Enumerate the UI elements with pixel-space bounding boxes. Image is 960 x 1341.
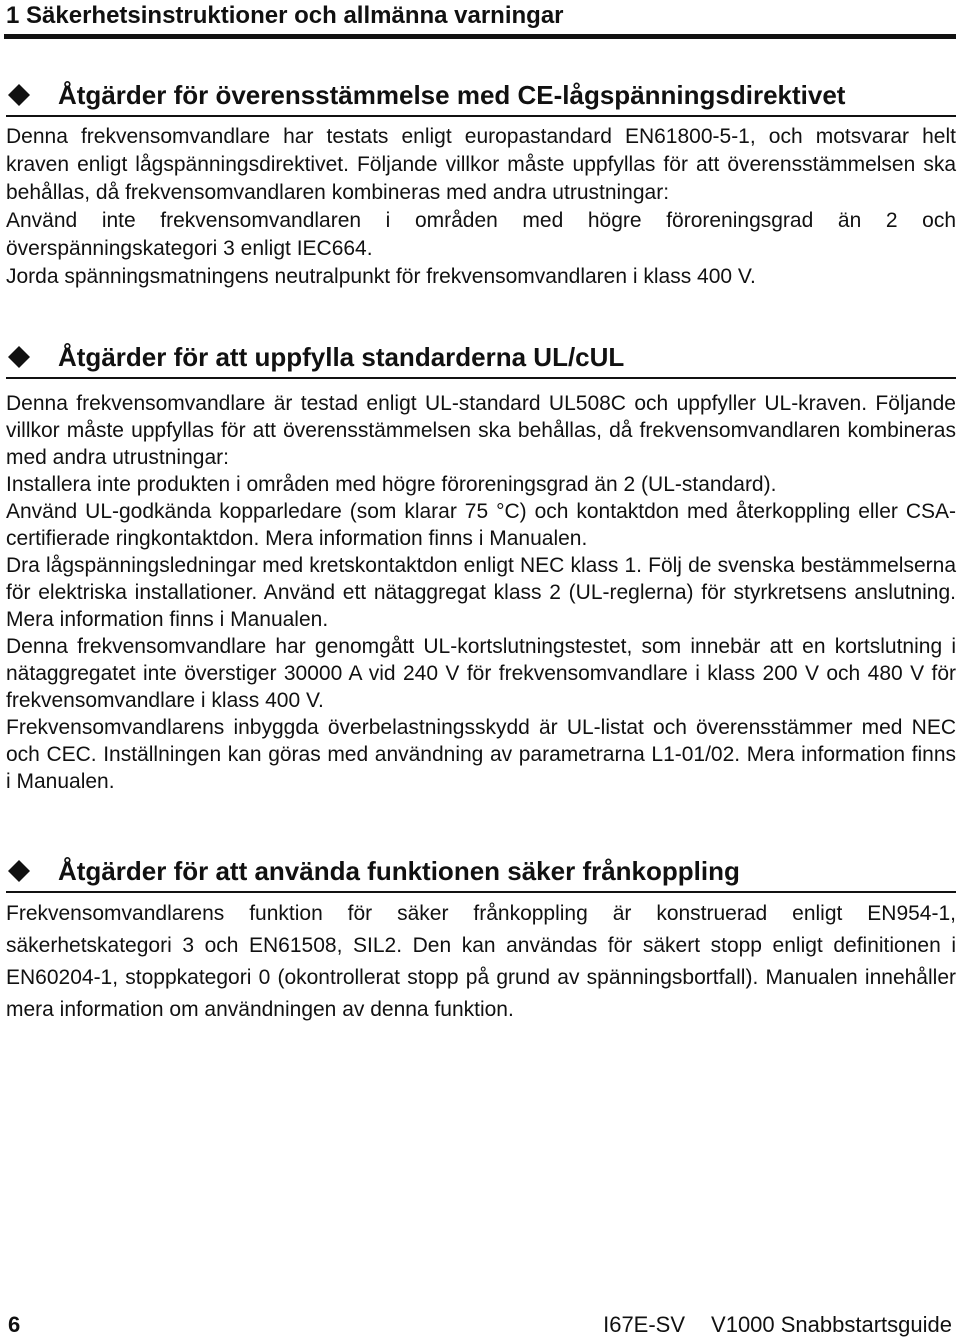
paragraph: Installera inte produkten i områden med högre föroreningsgrad än 2 (UL-standard). bbox=[6, 473, 777, 496]
page-number: 6 bbox=[8, 1312, 21, 1337]
paragraph: Frekvensomvandlarens inbyggda överbelastningsskydd är UL-listat och överensstämmer med NEC och CEC. Inställningen kan göras med användning av parametrarna L1-01/02. Mera information finns i Manualen. bbox=[6, 716, 956, 793]
chapter-title: 1 Säkerhetsinstruktioner och allmänna varningar bbox=[6, 2, 564, 29]
footer-document-info bbox=[603, 1310, 952, 1340]
paragraph: Använd inte frekvensomvandlaren i områden med högre föroreningsgrad än 2 och överspänningskategori 3 enligt IEC664. bbox=[6, 209, 956, 260]
section-ul-cul bbox=[6, 340, 956, 795]
paragraph: Denna frekvensomvandlare är testad enligt UL-standard UL508C och uppfyller UL-kraven. Följande villkor måste uppfyllas för att överensstämmelsen ska behållas, då frekvensomvandlaren kombineras med andra utrustningar: bbox=[6, 392, 956, 469]
section-heading-text: Åtgärder för överensstämmelse med CE-lågspänningsdirektivet bbox=[58, 80, 846, 110]
section-heading bbox=[6, 340, 956, 379]
section-heading-text: Åtgärder för att använda funktionen säker frånkoppling bbox=[58, 856, 740, 886]
diamond-bullet-icon bbox=[8, 854, 32, 888]
paragraph: Denna frekvensomvandlare har testats enligt europastandard EN61800-5-1, och motsvarar helt kraven enligt lågspänningsdirektivet. Följande villkor måste uppfyllas för att överensstämmelsen ska behållas, då frekvensomvandlaren kombineras med andra utrustningar: bbox=[6, 125, 956, 204]
diamond-bullet-icon bbox=[8, 340, 32, 374]
document-code: I67E-SV bbox=[603, 1312, 686, 1337]
paragraph: Frekvensomvandlarens funktion för säker frånkoppling är konstruerad enligt EN954-1, säkerhetskategori 3 och EN61508, SIL2. Den kan användas för säkert stopp enligt definitionen i EN60204-1, stoppkategori 0 (okontrollerat stopp på grund av spänningsbortfall). Manualen innehåller mera information om användningen av denna funktion. bbox=[6, 902, 956, 1021]
section-body bbox=[6, 893, 956, 1026]
paragraph: Jorda spänningsmatningens neutralpunkt för frekvensomvandlaren i klass 400 V. bbox=[6, 265, 756, 288]
chapter-rule bbox=[4, 34, 956, 39]
paragraph: Denna frekvensomvandlare har genomgått UL-kortslutningstestet, som innebär att en kortslutning i nätaggregatet inte överstiger 30000 A vid 240 V för frekvensomvandlare i klass 200 V och 480 V för frekvensomvandlare i klass 400 V. bbox=[6, 635, 956, 712]
document-title: V1000 Snabbstartsguide bbox=[711, 1312, 952, 1337]
diamond-bullet-icon bbox=[8, 78, 32, 112]
section-body bbox=[6, 379, 956, 795]
page-footer bbox=[0, 1310, 960, 1340]
paragraph: Använd UL-godkända kopparledare (som klarar 75 °C) och kontaktdon med återkoppling eller CSA-certifierade ringkontaktdon. Mera information finns i Manualen. bbox=[6, 500, 956, 550]
section-safe-disable bbox=[6, 854, 956, 1026]
section-body bbox=[6, 117, 956, 291]
section-ce-directive bbox=[6, 78, 956, 291]
section-heading bbox=[6, 78, 956, 117]
section-heading-text: Åtgärder för att uppfylla standarderna UL/cUL bbox=[58, 342, 625, 372]
section-heading bbox=[6, 854, 956, 893]
paragraph: Dra lågspänningsledningar med kretskontaktdon enligt NEC klass 1. Följ de svenska bestämmelserna för elektriska installationer. Använd ett nätaggregat klass 2 (UL-reglerna) för styrkretsens anslutning. Mera information finns i Manualen. bbox=[6, 554, 956, 631]
